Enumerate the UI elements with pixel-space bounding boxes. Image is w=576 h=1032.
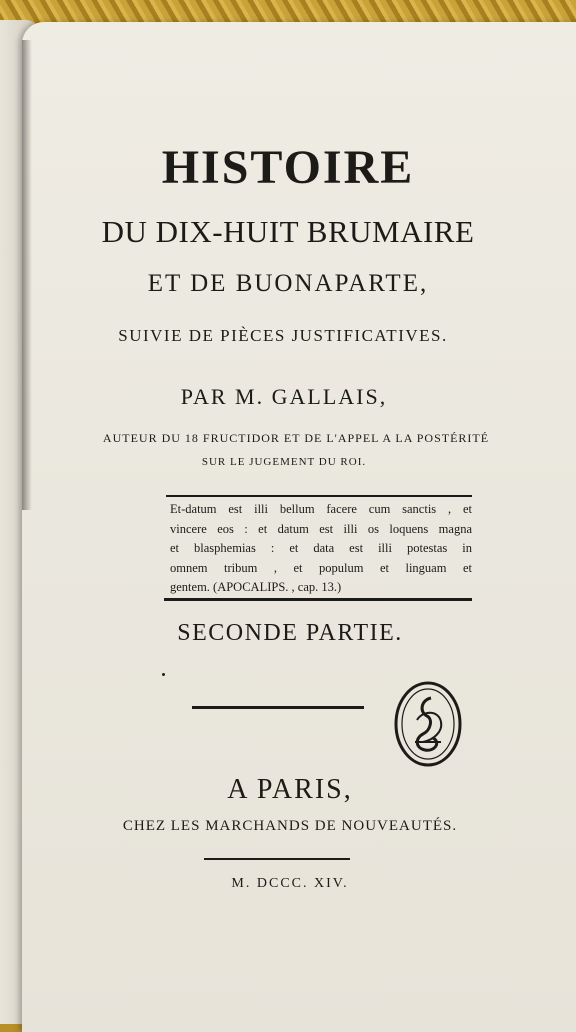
imprint-place: A PARIS, bbox=[227, 774, 353, 805]
subtitle-line-2: ET DE BUONAPARTE, bbox=[147, 270, 429, 297]
epigraph-line: gentem. (APOCALIPS. , cap. 13.) bbox=[170, 580, 342, 594]
epigraph bbox=[170, 500, 472, 598]
epigraph-line: omnem tribum , et populum et linguam et bbox=[170, 560, 472, 575]
ink-dot bbox=[162, 673, 165, 676]
epigraph-top-rule bbox=[166, 495, 472, 497]
imprint-rule bbox=[204, 858, 350, 860]
book-title: HISTOIRE bbox=[161, 141, 415, 194]
monogram-stamp bbox=[393, 680, 463, 768]
imprint-date: M. DCCC. XIV. bbox=[231, 876, 349, 891]
part-heading: SECONDE PARTIE. bbox=[177, 620, 403, 646]
epigraph-bottom-rule bbox=[164, 598, 472, 601]
imprint-publisher: CHEZ LES MARCHANDS DE NOUVEAUTÉS. bbox=[122, 818, 458, 834]
subtitle-line-3: SUIVIE DE PIÈCES JUSTIFICATIVES. bbox=[118, 326, 448, 345]
subtitle-line-1: DU DIX-HUIT BRUMAIRE bbox=[101, 214, 475, 249]
author-line: PAR M. GALLAIS, bbox=[180, 384, 388, 409]
epigraph-line: Et-datum est illi bellum facere cum sanctis , et bbox=[170, 502, 472, 516]
epigraph-line: et blasphemias : et data est illi potestas in bbox=[170, 541, 472, 555]
ornamental-rule bbox=[192, 706, 364, 709]
epigraph-line: vincere eos : et datum est illi os loquens magna bbox=[170, 521, 472, 536]
author-credentials-line-2: SUR LE JUGEMENT DU ROI. bbox=[201, 456, 367, 468]
author-credentials-line-1: AUTEUR DU 18 FRUCTIDOR ET DE L'APPEL A LA POSTÉRITÉ bbox=[102, 431, 490, 445]
